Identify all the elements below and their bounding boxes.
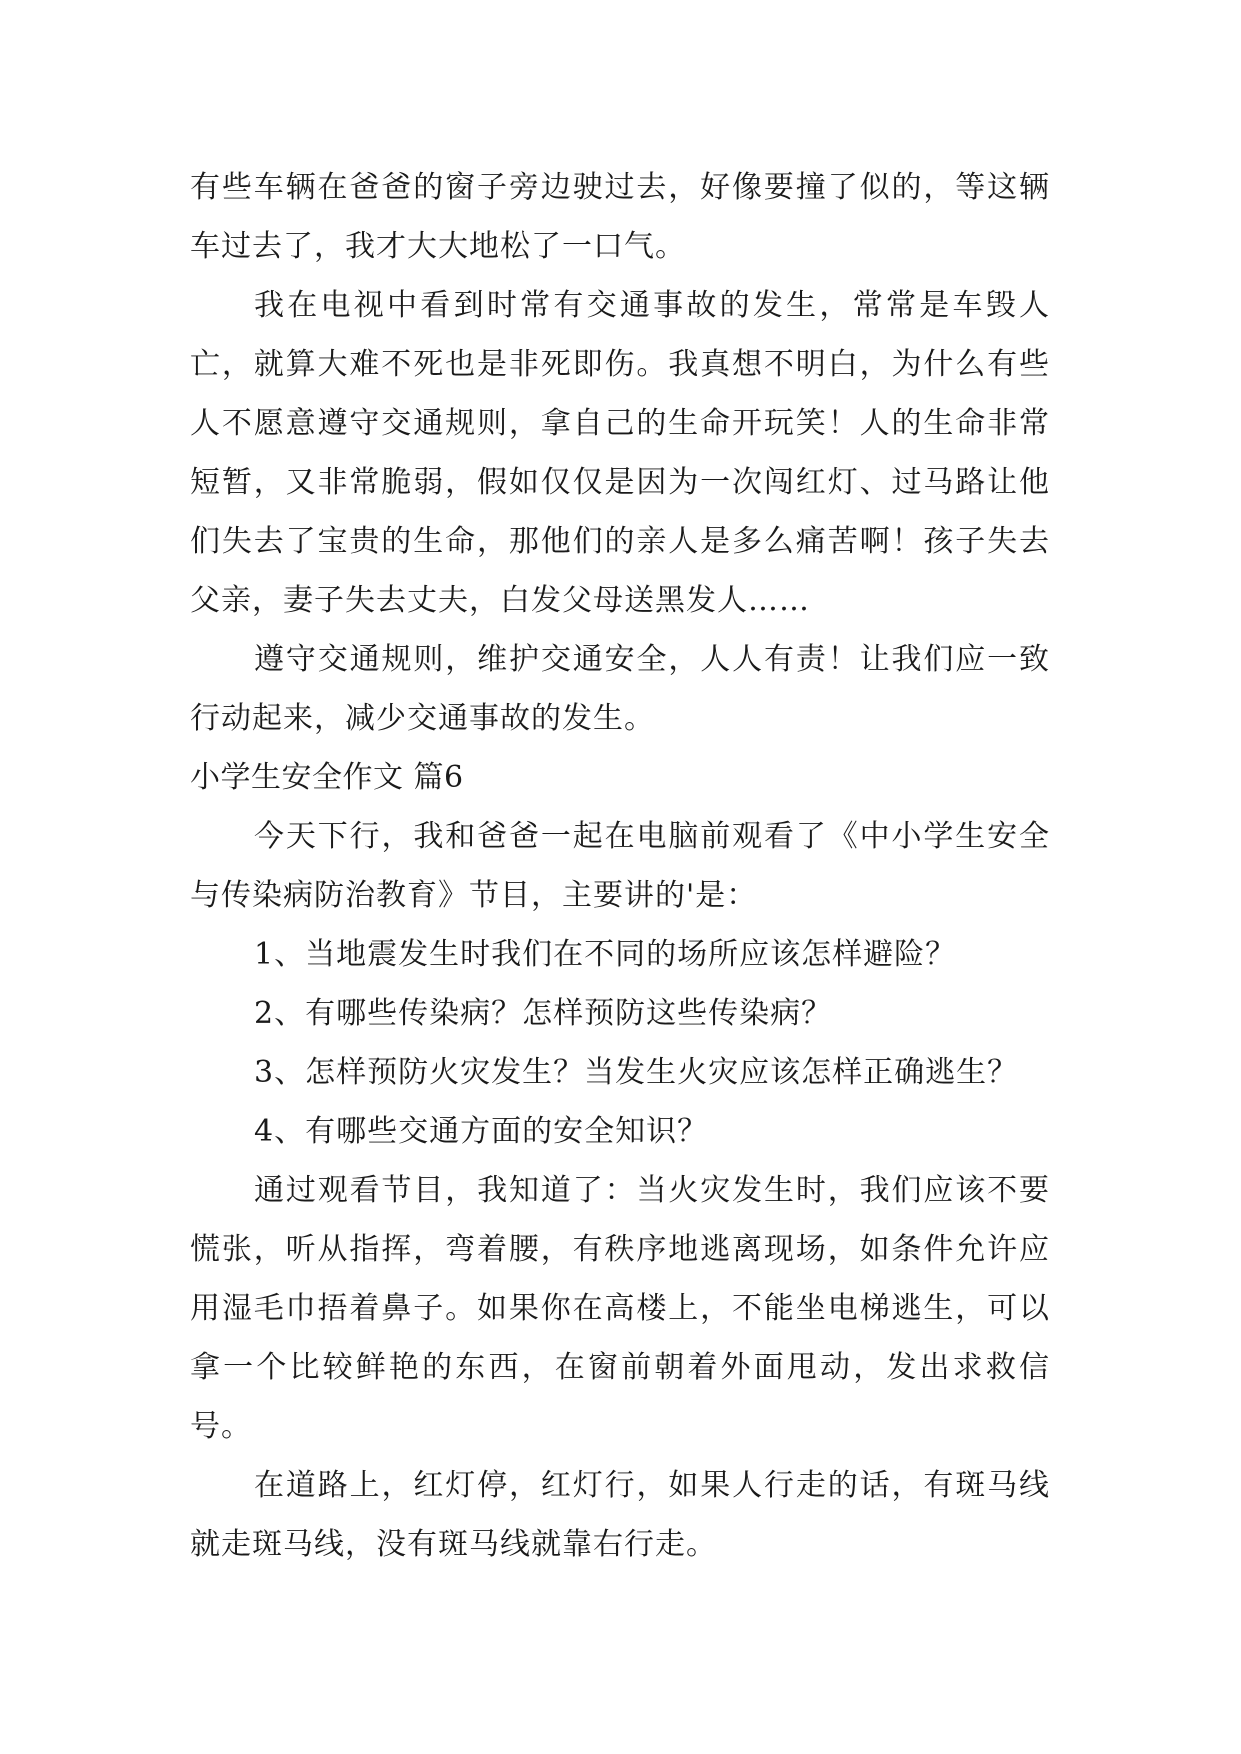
list-item-1: 1、当地震发生时我们在不同的场所应该怎样避险？ <box>254 937 957 972</box>
list-item-4: 4、有哪些交通方面的安全知识？ <box>254 1114 709 1149</box>
section-heading: 小学生安全作文 篇6 <box>190 760 464 795</box>
list-item-2: 2、有哪些传染病？怎样预防这些传染病？ <box>254 996 833 1031</box>
paragraph-traffic-rules: 遵守交通规则，维护交通安全，人人有责！让我们应一致行动起来，减少交通事故的发生。 <box>190 642 1050 736</box>
list-item-3: 3、怎样预防火灾发生？当发生火灾应该怎样正确逃生？ <box>254 1055 1019 1090</box>
document-page <box>190 158 1050 1574</box>
paragraph-intro: 今天下行，我和爸爸一起在电脑前观看了《中小学生安全与传染病防治教育》节目，主要讲的'是： <box>190 819 1050 913</box>
paragraph-fire-safety: 通过观看节目，我知道了：当火灾发生时，我们应该不要慌张，听从指挥，弯着腰，有秩序地逃离现场，如条件允许应用湿毛巾捂着鼻子。如果你在高楼上，不能坐电梯逃生，可以拿一个比较鲜艳的东西，在窗前朝着外面甩动，发出求救信号。 <box>190 1173 1050 1444</box>
paragraph-traffic-accidents: 我在电视中看到时常有交通事故的发生，常常是车毁人亡，就算大难不死也是非死即伤。我真想不明白，为什么有些人不愿意遵守交通规则，拿自己的生命开玩笑！人的生命非常短暂，又非常脆弱，假如仅仅是因为一次闯红灯、过马路让他们失去了宝贵的生命，那他们的亲人是多么痛苦啊！孩子失去父亲，妻子失去丈夫，白发父母送黑发人…… <box>190 288 1050 618</box>
paragraph-road-safety: 在道路上，红灯停，红灯行，如果人行走的话，有斑马线就走斑马线，没有斑马线就靠右行走。 <box>190 1468 1050 1562</box>
paragraph-continuation: 有些车辆在爸爸的窗子旁边驶过去，好像要撞了似的，等这辆车过去了，我才大大地松了一口气。 <box>190 170 1050 264</box>
